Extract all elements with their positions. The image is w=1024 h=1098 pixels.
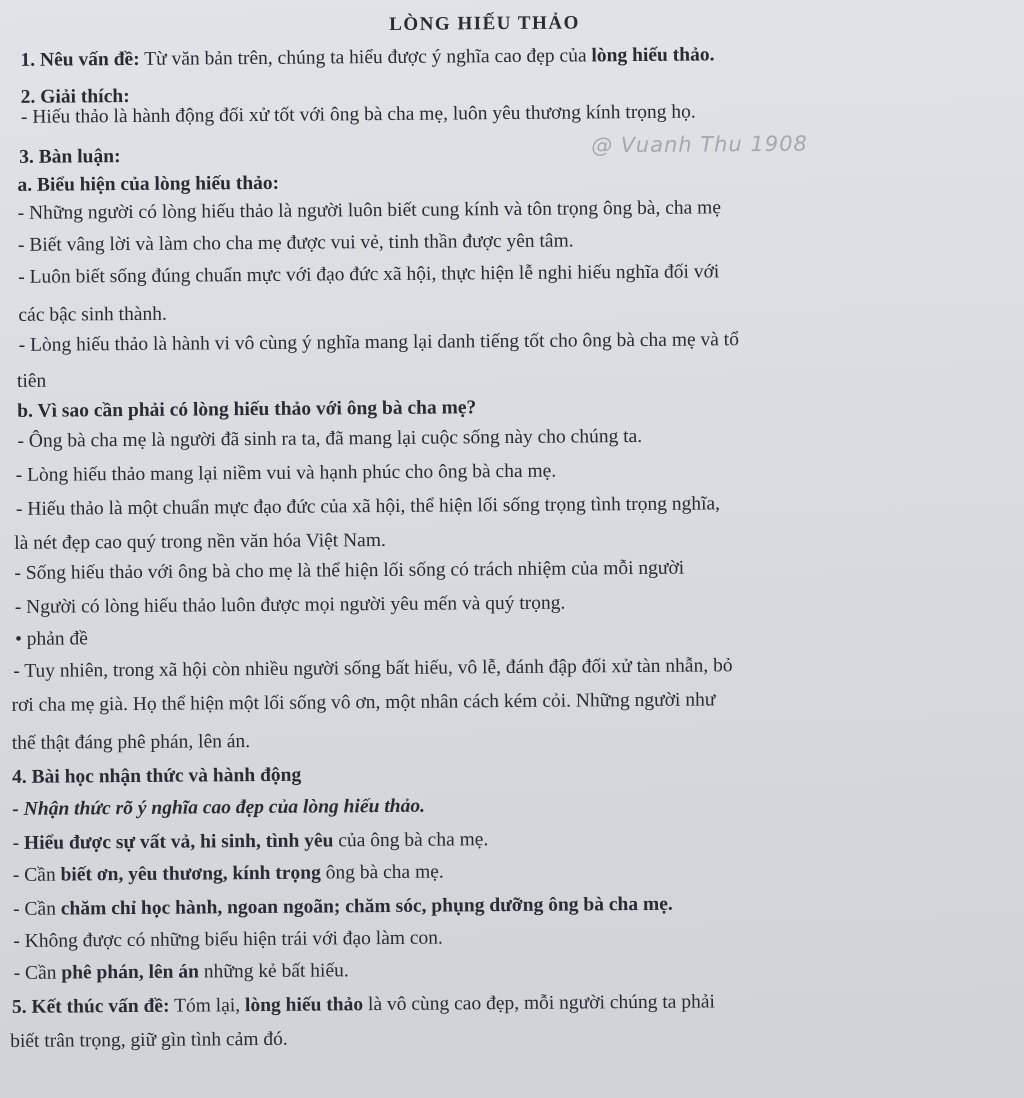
section-3a-line-4b: tiên bbox=[16, 370, 47, 392]
counterargument-line-2: rơi cha mẹ già. Họ thể hiện một lối sống vô ơn, một nhân cách kém cỏi. Những người như bbox=[11, 689, 716, 716]
counterargument-line-3: thế thật đáng phê phán, lên án. bbox=[11, 731, 251, 754]
section-1-text: Từ văn bản trên, chúng ta hiểu được ý nghĩa cao đẹp của bbox=[139, 45, 592, 70]
section-3-heading: 3. Bàn luận: bbox=[19, 146, 121, 168]
section-4-line-1: - Nhận thức rõ ý nghĩa cao đẹp của lòng hiếu thảo. bbox=[12, 795, 426, 820]
section-3a-line-2: - Biết vâng lời và làm cho cha mẹ được vui vẻ, tinh thần được yên tâm. bbox=[17, 230, 574, 256]
section-4-line-2 bbox=[13, 828, 489, 856]
section-4-line-6-prefix: - Cần bbox=[13, 962, 62, 984]
section-3b-line-4: - Sống hiếu thảo với ông bà cho mẹ là thể hiện lối sống có trách nhiệm của mỗi người bbox=[14, 557, 685, 584]
section-1-heading: 1. Nêu vấn đề: bbox=[20, 48, 140, 71]
section-4-line-2-prefix: - bbox=[12, 832, 25, 854]
section-3b-line-2: - Lòng hiếu thảo mang lại niềm vui và hạnh phúc cho ông bà cha mẹ. bbox=[15, 460, 557, 486]
section-4-line-2-bold: Hiểu được sự vất vả, hi sinh, tình yêu bbox=[23, 830, 334, 854]
section-3a-line-3a: - Luôn biết sống đúng chuẩn mực với đạo đức xã hội, thực hiện lễ nghi hiếu nghĩa đối với bbox=[18, 261, 720, 288]
section-4-line-3-rest: ông bà cha mẹ. bbox=[320, 861, 444, 884]
document-title: LÒNG HIẾU THẢO bbox=[389, 12, 580, 35]
watermark-signature: @ Vuanh Thu 1908 bbox=[591, 131, 808, 158]
section-4-line-4 bbox=[13, 893, 673, 922]
section-4-line-6-rest: những kẻ bất hiếu. bbox=[198, 960, 349, 983]
section-1-line bbox=[20, 43, 714, 72]
section-5-line-1 bbox=[12, 990, 715, 1020]
section-3b-line-1: - Ông bà cha mẹ là người đã sinh ra ta, đã mang lại cuộc sống này cho chúng ta. bbox=[17, 425, 643, 452]
counterargument-line-1: - Tuy nhiên, trong xã hội còn nhiều người sống bất hiếu, vô lễ, đánh đập đối xử tàn nhẫn, bỏ bbox=[13, 655, 733, 682]
section-3a-line-3b: các bậc sinh thành. bbox=[18, 303, 167, 326]
section-3a-heading: a. Biểu hiện của lòng hiếu thảo: bbox=[17, 172, 280, 196]
section-4-line-2-rest: của ông bà cha mẹ. bbox=[333, 829, 489, 852]
section-3a-line-1: - Những người có lòng hiếu thảo là người luôn biết cung kính và tôn trọng ông bà, cha mẹ bbox=[17, 197, 722, 224]
section-4-line-6 bbox=[14, 959, 349, 986]
section-2-line-1: - Hiếu thảo là hành động đối xử tốt với ông bà cha mẹ, luôn yêu thương kính trọng họ. bbox=[20, 101, 696, 128]
section-4-line-4-prefix: - Cần bbox=[13, 898, 61, 920]
section-3b-line-5: - Người có lòng hiếu thảo luôn được mọi người yêu mến và quý trọng. bbox=[14, 592, 566, 618]
counterargument-heading: • phản đề bbox=[14, 628, 88, 650]
section-5-line-2: biết trân trọng, giữ gìn tình cảm đó. bbox=[10, 1028, 288, 1052]
section-5-heading: 5. Kết thúc vấn đề: bbox=[11, 995, 170, 1018]
section-4-heading: 4. Bài học nhận thức và hành động bbox=[12, 764, 302, 788]
section-5-bold: lòng hiếu thảo bbox=[244, 994, 364, 1017]
section-4-line-3-bold: biết ơn, yêu thương, kính trọng bbox=[60, 862, 321, 886]
section-5-text-2: là vô cùng cao đẹp, mỗi người chúng ta phải bbox=[363, 991, 715, 1016]
section-3a-line-4a: - Lòng hiếu thảo là hành vi vô cùng ý nghĩa mang lại danh tiếng tốt cho ông bà cha mẹ và tổ bbox=[18, 329, 740, 356]
section-4-line-5: - Không được có những biểu hiện trái với đạo làm con. bbox=[13, 927, 443, 952]
section-3b-line-3b: là nét đẹp cao quý trong nền văn hóa Việt Nam. bbox=[14, 529, 386, 554]
section-3b-line-3a: - Hiếu thảo là một chuẩn mực đạo đức của xã hội, thể hiện lối sống trọng tình trọng nghĩa, bbox=[15, 493, 721, 520]
section-5-text: Tóm lại, bbox=[169, 995, 246, 1017]
section-2-heading: 2. Giải thích: bbox=[20, 85, 130, 108]
section-4-line-3-prefix: - Cần bbox=[12, 864, 61, 886]
section-4-line-6-bold: phê phán, lên án bbox=[61, 961, 200, 984]
section-3b-heading: b. Vì sao cần phải có lòng hiếu thảo với ông bà cha mẹ? bbox=[17, 397, 477, 422]
section-4-line-3 bbox=[13, 861, 444, 888]
section-1-bold: lòng hiếu thảo. bbox=[591, 44, 715, 67]
section-4-line-4-bold: chăm chỉ học hành, ngoan ngoãn; chăm sóc, phụng dưỡng ông bà cha mẹ. bbox=[60, 893, 673, 920]
